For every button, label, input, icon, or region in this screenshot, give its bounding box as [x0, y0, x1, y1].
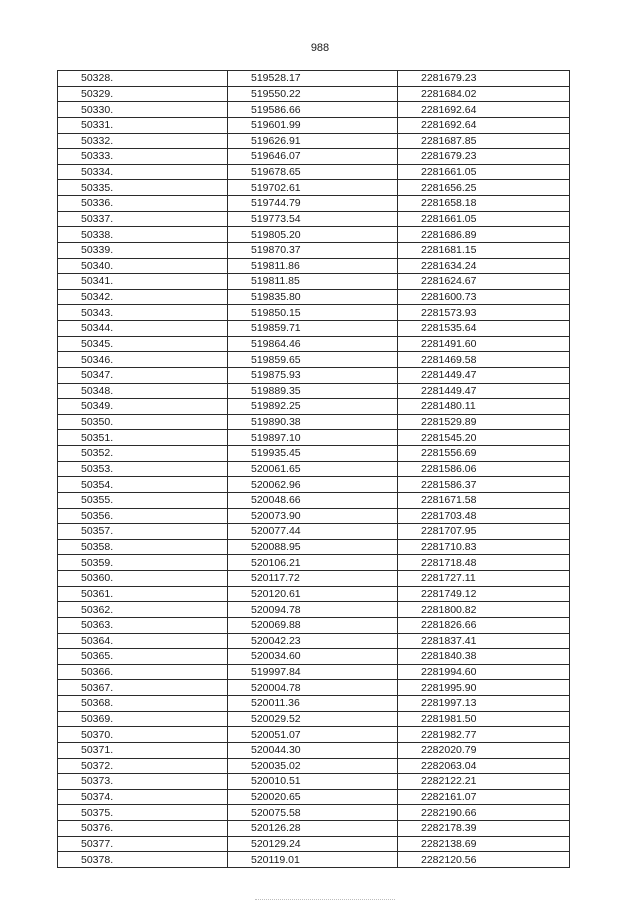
x-coordinate-cell: 519859.65 — [228, 352, 398, 368]
table-row — [58, 383, 570, 399]
y-coordinate-cell: 2282120.56 — [398, 852, 570, 868]
point-number-cell: 50368. — [58, 696, 228, 712]
y-coordinate-cell: 2281800.82 — [398, 602, 570, 618]
x-coordinate-cell: 520062.96 — [228, 477, 398, 493]
point-number-cell: 50359. — [58, 555, 228, 571]
table-row — [58, 492, 570, 508]
table-row — [58, 711, 570, 727]
y-coordinate-cell: 2281545.20 — [398, 430, 570, 446]
point-number-cell: 50339. — [58, 242, 228, 258]
x-coordinate-cell: 520119.01 — [228, 852, 398, 868]
y-coordinate-cell: 2281624.67 — [398, 274, 570, 290]
y-coordinate-cell: 2281480.11 — [398, 399, 570, 415]
x-coordinate-cell: 520011.36 — [228, 696, 398, 712]
point-number-cell: 50344. — [58, 321, 228, 337]
table-row — [58, 446, 570, 462]
x-coordinate-cell: 520094.78 — [228, 602, 398, 618]
y-coordinate-cell: 2282122.21 — [398, 774, 570, 790]
table-row — [58, 461, 570, 477]
x-coordinate-cell: 519702.61 — [228, 180, 398, 196]
x-coordinate-cell: 520010.51 — [228, 774, 398, 790]
table-row — [58, 227, 570, 243]
point-number-cell: 50360. — [58, 571, 228, 587]
x-coordinate-cell: 519870.37 — [228, 242, 398, 258]
point-number-cell: 50378. — [58, 852, 228, 868]
y-coordinate-cell: 2281556.69 — [398, 446, 570, 462]
x-coordinate-cell: 520034.60 — [228, 649, 398, 665]
y-coordinate-cell: 2281679.23 — [398, 71, 570, 87]
point-number-cell: 50354. — [58, 477, 228, 493]
y-coordinate-cell: 2281837.41 — [398, 633, 570, 649]
table-row — [58, 571, 570, 587]
point-number-cell: 50377. — [58, 836, 228, 852]
table-row — [58, 164, 570, 180]
table-row — [58, 352, 570, 368]
table-row — [58, 180, 570, 196]
x-coordinate-cell: 519811.86 — [228, 258, 398, 274]
y-coordinate-cell: 2282190.66 — [398, 805, 570, 821]
table-row — [58, 649, 570, 665]
point-number-cell: 50355. — [58, 492, 228, 508]
x-coordinate-cell: 520051.07 — [228, 727, 398, 743]
point-number-cell: 50364. — [58, 633, 228, 649]
point-number-cell: 50332. — [58, 133, 228, 149]
coordinates-table — [57, 70, 570, 868]
x-coordinate-cell: 520106.21 — [228, 555, 398, 571]
y-coordinate-cell: 2281449.47 — [398, 383, 570, 399]
x-coordinate-cell: 520035.02 — [228, 758, 398, 774]
point-number-cell: 50335. — [58, 180, 228, 196]
table-row — [58, 758, 570, 774]
y-coordinate-cell: 2282020.79 — [398, 742, 570, 758]
table-row — [58, 774, 570, 790]
table-row — [58, 242, 570, 258]
table-row — [58, 524, 570, 540]
y-coordinate-cell: 2281710.83 — [398, 539, 570, 555]
point-number-cell: 50346. — [58, 352, 228, 368]
y-coordinate-cell: 2281749.12 — [398, 586, 570, 602]
point-number-cell: 50361. — [58, 586, 228, 602]
scan-artifact-line — [255, 899, 395, 900]
table-row — [58, 321, 570, 337]
point-number-cell: 50365. — [58, 649, 228, 665]
x-coordinate-cell: 519935.45 — [228, 446, 398, 462]
point-number-cell: 50328. — [58, 71, 228, 87]
point-number-cell: 50337. — [58, 211, 228, 227]
x-coordinate-cell: 519890.38 — [228, 414, 398, 430]
y-coordinate-cell: 2281658.18 — [398, 196, 570, 212]
x-coordinate-cell: 520048.66 — [228, 492, 398, 508]
coordinates-table-body — [58, 71, 570, 868]
point-number-cell: 50333. — [58, 149, 228, 165]
point-number-cell: 50334. — [58, 164, 228, 180]
table-row — [58, 539, 570, 555]
y-coordinate-cell: 2281661.05 — [398, 164, 570, 180]
x-coordinate-cell: 519997.84 — [228, 664, 398, 680]
x-coordinate-cell: 520004.78 — [228, 680, 398, 696]
y-coordinate-cell: 2281840.38 — [398, 649, 570, 665]
x-coordinate-cell: 520126.28 — [228, 821, 398, 837]
point-number-cell: 50349. — [58, 399, 228, 415]
table-row — [58, 258, 570, 274]
point-number-cell: 50371. — [58, 742, 228, 758]
point-number-cell: 50356. — [58, 508, 228, 524]
table-row — [58, 133, 570, 149]
y-coordinate-cell: 2281826.66 — [398, 617, 570, 633]
x-coordinate-cell: 519835.80 — [228, 289, 398, 305]
point-number-cell: 50374. — [58, 789, 228, 805]
x-coordinate-cell: 519875.93 — [228, 367, 398, 383]
y-coordinate-cell: 2281634.24 — [398, 258, 570, 274]
point-number-cell: 50350. — [58, 414, 228, 430]
x-coordinate-cell: 520077.44 — [228, 524, 398, 540]
x-coordinate-cell: 519550.22 — [228, 86, 398, 102]
y-coordinate-cell: 2281586.37 — [398, 477, 570, 493]
table-row — [58, 430, 570, 446]
y-coordinate-cell: 2281586.06 — [398, 461, 570, 477]
table-row — [58, 399, 570, 415]
y-coordinate-cell: 2281687.85 — [398, 133, 570, 149]
x-coordinate-cell: 520075.58 — [228, 805, 398, 821]
table-row — [58, 336, 570, 352]
x-coordinate-cell: 519892.25 — [228, 399, 398, 415]
point-number-cell: 50376. — [58, 821, 228, 837]
y-coordinate-cell: 2281703.48 — [398, 508, 570, 524]
x-coordinate-cell: 519805.20 — [228, 227, 398, 243]
x-coordinate-cell: 519773.54 — [228, 211, 398, 227]
point-number-cell: 50331. — [58, 117, 228, 133]
x-coordinate-cell: 520020.65 — [228, 789, 398, 805]
point-number-cell: 50330. — [58, 102, 228, 118]
x-coordinate-cell: 520129.24 — [228, 836, 398, 852]
point-number-cell: 50352. — [58, 446, 228, 462]
point-number-cell: 50338. — [58, 227, 228, 243]
y-coordinate-cell: 2281600.73 — [398, 289, 570, 305]
y-coordinate-cell: 2281727.11 — [398, 571, 570, 587]
y-coordinate-cell: 2281684.02 — [398, 86, 570, 102]
y-coordinate-cell: 2281671.58 — [398, 492, 570, 508]
y-coordinate-cell: 2281718.48 — [398, 555, 570, 571]
point-number-cell: 50370. — [58, 727, 228, 743]
point-number-cell: 50347. — [58, 367, 228, 383]
x-coordinate-cell: 519528.17 — [228, 71, 398, 87]
point-number-cell: 50341. — [58, 274, 228, 290]
x-coordinate-cell: 520042.23 — [228, 633, 398, 649]
table-row — [58, 71, 570, 87]
x-coordinate-cell: 519811.85 — [228, 274, 398, 290]
point-number-cell: 50340. — [58, 258, 228, 274]
point-number-cell: 50367. — [58, 680, 228, 696]
y-coordinate-cell: 2282178.39 — [398, 821, 570, 837]
table-row — [58, 196, 570, 212]
table-row — [58, 211, 570, 227]
table-row — [58, 586, 570, 602]
point-number-cell: 50348. — [58, 383, 228, 399]
table-row — [58, 102, 570, 118]
x-coordinate-cell: 519859.71 — [228, 321, 398, 337]
x-coordinate-cell: 520073.90 — [228, 508, 398, 524]
x-coordinate-cell: 519601.99 — [228, 117, 398, 133]
x-coordinate-cell: 520120.61 — [228, 586, 398, 602]
y-coordinate-cell: 2281681.15 — [398, 242, 570, 258]
table-row — [58, 414, 570, 430]
table-row — [58, 664, 570, 680]
x-coordinate-cell: 520061.65 — [228, 461, 398, 477]
table-row — [58, 805, 570, 821]
y-coordinate-cell: 2281656.25 — [398, 180, 570, 196]
y-coordinate-cell: 2281449.47 — [398, 367, 570, 383]
point-number-cell: 50336. — [58, 196, 228, 212]
table-row — [58, 602, 570, 618]
table-row — [58, 274, 570, 290]
y-coordinate-cell: 2282161.07 — [398, 789, 570, 805]
point-number-cell: 50357. — [58, 524, 228, 540]
point-number-cell: 50353. — [58, 461, 228, 477]
table-row — [58, 117, 570, 133]
point-number-cell: 50362. — [58, 602, 228, 618]
table-row — [58, 852, 570, 868]
y-coordinate-cell: 2281997.13 — [398, 696, 570, 712]
table-row — [58, 727, 570, 743]
point-number-cell: 50343. — [58, 305, 228, 321]
x-coordinate-cell: 520044.30 — [228, 742, 398, 758]
y-coordinate-cell: 2281491.60 — [398, 336, 570, 352]
point-number-cell: 50366. — [58, 664, 228, 680]
page-number: 988 — [310, 42, 330, 54]
table-row — [58, 367, 570, 383]
y-coordinate-cell: 2281679.23 — [398, 149, 570, 165]
y-coordinate-cell: 2281529.89 — [398, 414, 570, 430]
table-row — [58, 289, 570, 305]
x-coordinate-cell: 520029.52 — [228, 711, 398, 727]
y-coordinate-cell: 2281982.77 — [398, 727, 570, 743]
y-coordinate-cell: 2281661.05 — [398, 211, 570, 227]
table-row — [58, 617, 570, 633]
table-row — [58, 477, 570, 493]
table-row — [58, 680, 570, 696]
y-coordinate-cell: 2281707.95 — [398, 524, 570, 540]
x-coordinate-cell: 519646.07 — [228, 149, 398, 165]
point-number-cell: 50372. — [58, 758, 228, 774]
point-number-cell: 50375. — [58, 805, 228, 821]
x-coordinate-cell: 519850.15 — [228, 305, 398, 321]
x-coordinate-cell: 519678.65 — [228, 164, 398, 180]
y-coordinate-cell: 2281981.50 — [398, 711, 570, 727]
x-coordinate-cell: 520069.88 — [228, 617, 398, 633]
point-number-cell: 50345. — [58, 336, 228, 352]
x-coordinate-cell: 519897.10 — [228, 430, 398, 446]
table-row — [58, 633, 570, 649]
y-coordinate-cell: 2281573.93 — [398, 305, 570, 321]
table-row — [58, 696, 570, 712]
table-row — [58, 742, 570, 758]
y-coordinate-cell: 2281686.89 — [398, 227, 570, 243]
x-coordinate-cell: 519864.46 — [228, 336, 398, 352]
table-row — [58, 836, 570, 852]
point-number-cell: 50358. — [58, 539, 228, 555]
x-coordinate-cell: 519586.66 — [228, 102, 398, 118]
point-number-cell: 50351. — [58, 430, 228, 446]
x-coordinate-cell: 519889.35 — [228, 383, 398, 399]
table-row — [58, 86, 570, 102]
point-number-cell: 50363. — [58, 617, 228, 633]
table-row — [58, 149, 570, 165]
x-coordinate-cell: 519626.91 — [228, 133, 398, 149]
y-coordinate-cell: 2282063.04 — [398, 758, 570, 774]
y-coordinate-cell: 2281692.64 — [398, 102, 570, 118]
y-coordinate-cell: 2281535.64 — [398, 321, 570, 337]
y-coordinate-cell: 2281995.90 — [398, 680, 570, 696]
point-number-cell: 50329. — [58, 86, 228, 102]
point-number-cell: 50373. — [58, 774, 228, 790]
x-coordinate-cell: 520088.95 — [228, 539, 398, 555]
y-coordinate-cell: 2281994.60 — [398, 664, 570, 680]
table-row — [58, 789, 570, 805]
table-row — [58, 555, 570, 571]
y-coordinate-cell: 2281469.58 — [398, 352, 570, 368]
x-coordinate-cell: 519744.79 — [228, 196, 398, 212]
table-row — [58, 821, 570, 837]
y-coordinate-cell: 2282138.69 — [398, 836, 570, 852]
y-coordinate-cell: 2281692.64 — [398, 117, 570, 133]
table-row — [58, 508, 570, 524]
table-row — [58, 305, 570, 321]
point-number-cell: 50342. — [58, 289, 228, 305]
x-coordinate-cell: 520117.72 — [228, 571, 398, 587]
point-number-cell: 50369. — [58, 711, 228, 727]
